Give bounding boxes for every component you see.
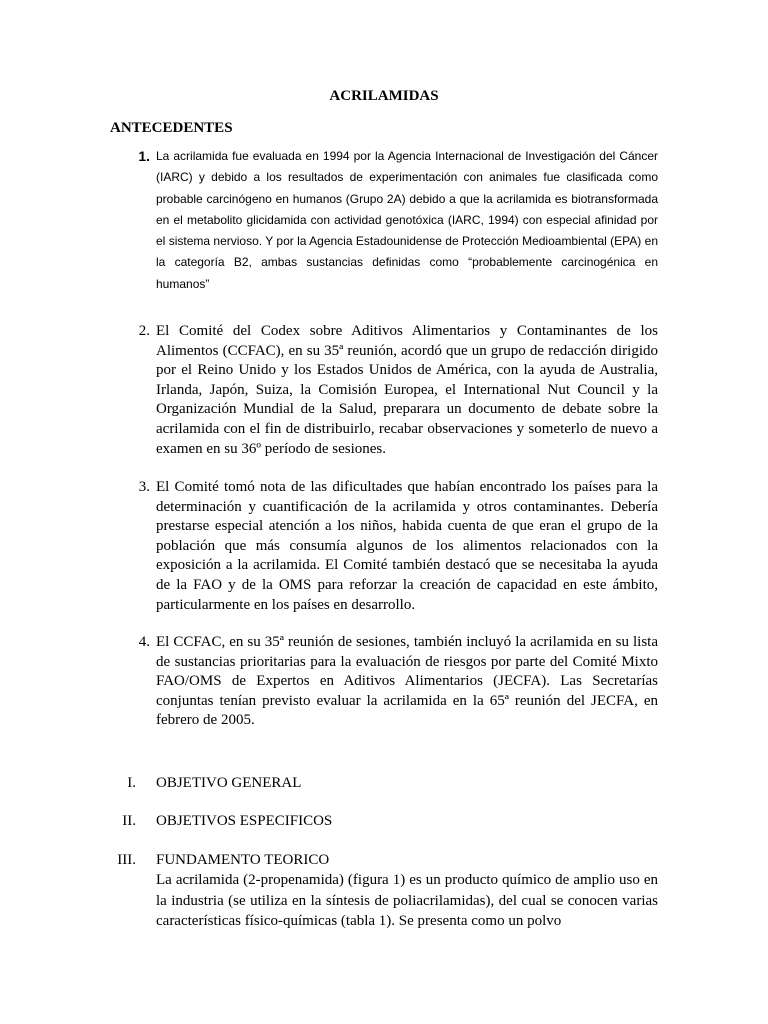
antecedente-item-1 (138, 146, 658, 295)
antecedente-item-3 (138, 478, 658, 615)
antecedente-number: 2. (138, 323, 150, 339)
antecedente-number: 3. (138, 479, 150, 495)
antecedente-text: El Comité del Codex sobre Aditivos Alimentarios y Contaminantes de los Alimentos (CCFAC), en su 35ª reunión, acordó que un grupo de redacción dirigido por el Reino Unido y los Estados Unidos de América, con la ayuda de Australia, Irlanda, Japón, Suiza, la Comisión Europea, el International Nut Council y la Organización Mundial de la Salud, preparara un documento de debate sobre la acrilamida con el fin de distribuirlo, recabar observaciones y someterlo de nuevo a examen en su 36º período de sesiones. (156, 323, 658, 457)
antecedente-text: El CCFAC, en su 35ª reunión de sesiones, también incluyó la acrilamida en su lista de sustancias prioritarias para la evaluación de riesgos por parte del Comité Mixto FAO/OMS de Expertos en Aditivos Alimentarios (JECFA). Las Secretarías conjuntas tenían previsto evaluar la acrilamida en la 65ª reunión del JECFA, en febrero de 2005. (156, 634, 658, 729)
document-title: ACRILAMIDAS (329, 88, 439, 104)
fundamento-paragraph: La acrilamida (2-propenamida) (figura 1) es un producto químico de amplio uso en la industria (se utiliza en la síntesis de poliacrilamidas), del cual se conocen varias características físico-químicas (tabla 1). Se presenta como un polvo (156, 872, 658, 929)
antecedente-text: La acrilamida fue evaluada en 1994 por la Agencia Internacional de Investigación del Cáncer (IARC) y debido a los resultados de experimentación con animales fue clasificada como probable carcinógeno en humanos (Grupo 2A) debido a que la acrilamida es biotransformada en el metabolito glicidamida con actividad genotóxica (IARC, 1994) con especial afinidad por el sistema nervioso. Y por la Agencia Estadounidense de Protección Medioambiental (EPA) en la categoría B2, ambas sustancias definidas como “probablemente carcinogénica en humanos” (156, 149, 658, 291)
antecedente-item-2 (138, 322, 658, 459)
section-number: II. (122, 813, 136, 829)
section-heading-antecedentes: ANTECEDENTES (110, 120, 233, 136)
antecedente-number: 4. (138, 634, 150, 650)
section-label: OBJETIVO GENERAL (156, 775, 302, 791)
section-number: III. (117, 852, 136, 868)
antecedente-number: 1. (138, 148, 150, 164)
section-label: FUNDAMENTO TEORICO (156, 852, 330, 868)
section-label: OBJETIVOS ESPECIFICOS (156, 813, 333, 829)
section-number: I. (127, 775, 136, 791)
antecedente-text: El Comité tomó nota de las dificultades que habían encontrado los países para la determinación y cuantificación de la acrilamida y otros contaminantes. Debería prestarse especial atención a los niños, habida cuenta de que eran el grupo de la población que más consumía algunos de los alimentos relacionados con la exposición a la acrilamida. El Comité también destacó que se necesitaba la ayuda de la FAO y de la OMS para reforzar la creación de capacidad en este ámbito, particularmente en los países en desarrollo. (156, 479, 658, 613)
antecedente-item-4 (138, 633, 658, 731)
